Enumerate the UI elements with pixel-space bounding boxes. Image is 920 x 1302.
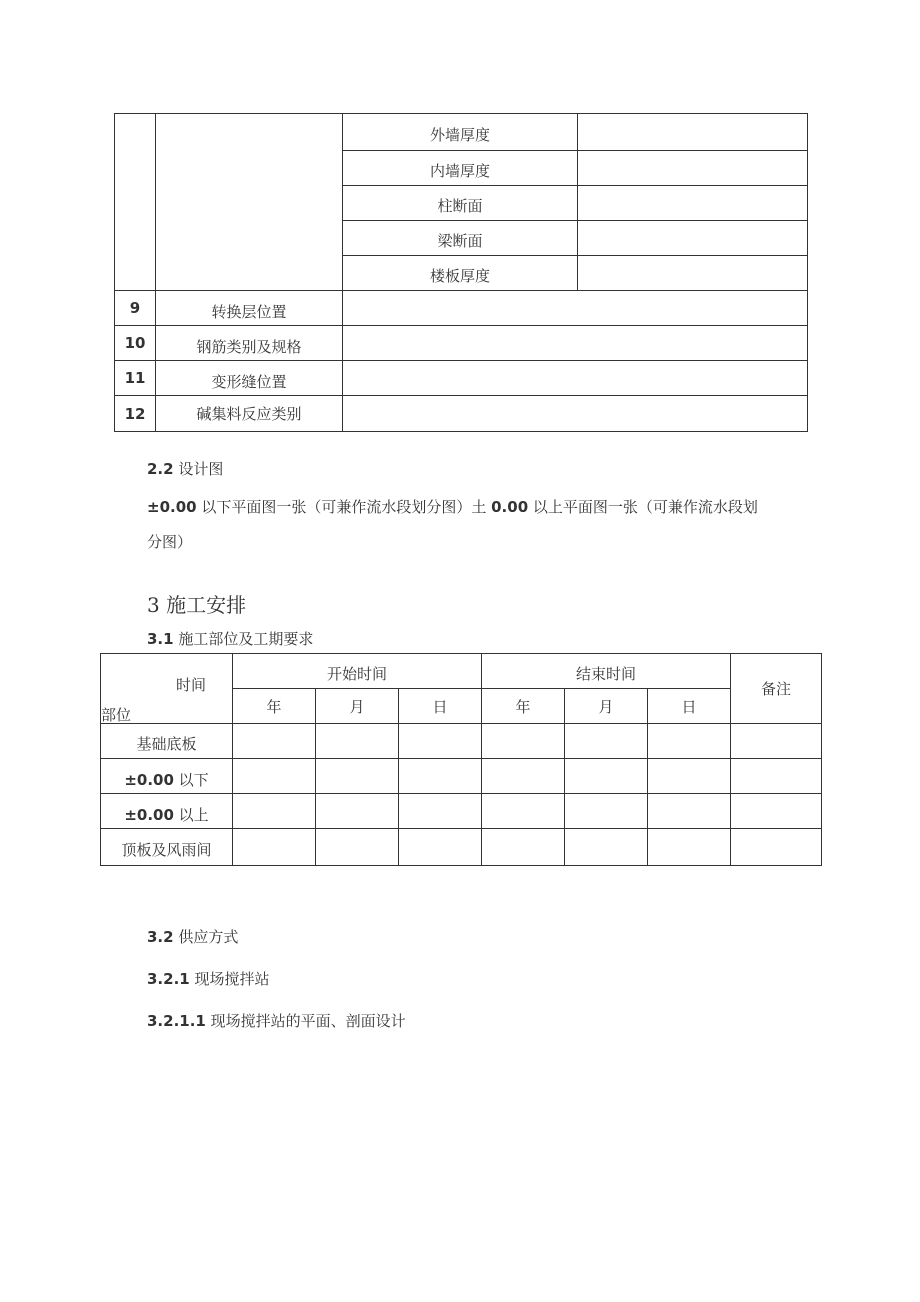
section-3-2-heading: 3.2 供应方式	[147, 928, 239, 946]
start-time-header: 开始时间	[233, 654, 482, 689]
table-cell-empty	[482, 829, 565, 866]
table-cell-empty	[731, 794, 822, 829]
table-cell-empty	[316, 759, 399, 794]
table-cell-empty	[565, 829, 648, 866]
row-number: 11	[115, 361, 156, 396]
row-label: 转换层位置	[156, 291, 343, 326]
day-header: 日	[399, 689, 482, 724]
section-2-2-body-line1: ±0.00 以下平面图一张（可兼作流水段划分图）土 0.00 以上平面图一张（可兼作流水段划	[147, 498, 758, 516]
end-time-header: 结束时间	[482, 654, 731, 689]
sub-row-value	[578, 186, 808, 221]
row-label: 钢筋类别及规格	[156, 326, 343, 361]
sub-row-value	[578, 114, 808, 151]
table-cell-empty	[316, 829, 399, 866]
table-cell-empty	[399, 759, 482, 794]
row-number: 9	[115, 291, 156, 326]
table-cell-empty	[233, 829, 316, 866]
structure-parameters-table	[114, 113, 808, 432]
table-cell-empty	[648, 794, 731, 829]
section-3-1-heading: 3.1 施工部位及工期要求	[147, 630, 314, 648]
table-cell-empty	[648, 724, 731, 759]
table-cell-empty	[316, 724, 399, 759]
section-3-heading: 3 施工安排	[147, 593, 247, 617]
schedule-table	[100, 653, 822, 866]
table-cell-empty	[482, 759, 565, 794]
sub-row-label: 楼板厚度	[343, 256, 578, 291]
table-cell-empty	[482, 724, 565, 759]
table-cell-empty	[565, 759, 648, 794]
table-cell-empty	[115, 114, 156, 291]
section-2-2-body-line2: 分图）	[147, 533, 193, 551]
table-cell-empty	[731, 829, 822, 866]
remark-header: 备注	[731, 654, 822, 724]
table-cell-empty	[399, 794, 482, 829]
sub-row-value	[578, 256, 808, 291]
table-cell-empty	[156, 114, 343, 291]
row-number: 12	[115, 396, 156, 432]
row-value	[343, 396, 808, 432]
header-part-label: 部位	[101, 706, 132, 724]
sub-row-label: 柱断面	[343, 186, 578, 221]
row-value	[343, 361, 808, 396]
sub-row-label: 内墙厚度	[343, 151, 578, 186]
table-cell-empty	[233, 794, 316, 829]
part-label: 顶板及风雨间	[101, 829, 233, 866]
month-header: 月	[316, 689, 399, 724]
sub-row-value	[578, 221, 808, 256]
row-label: 碱集料反应类别	[156, 396, 343, 432]
table-cell-empty	[399, 829, 482, 866]
row-label: 变形缝位置	[156, 361, 343, 396]
table-cell-empty	[648, 829, 731, 866]
row-number: 10	[115, 326, 156, 361]
row-value	[343, 326, 808, 361]
section-3-2-1-1-heading: 3.2.1.1 现场搅拌站的平面、剖面设计	[147, 1012, 406, 1030]
table-cell-empty	[233, 759, 316, 794]
diagonal-header-cell	[101, 654, 233, 724]
part-label: ±0.00 以上	[101, 794, 233, 829]
sub-row-label: 梁断面	[343, 221, 578, 256]
table-cell-empty	[648, 759, 731, 794]
day-header: 日	[648, 689, 731, 724]
table-cell-empty	[731, 759, 822, 794]
table-cell-empty	[233, 724, 316, 759]
section-3-2-1-heading: 3.2.1 现场搅拌站	[147, 970, 270, 988]
year-header: 年	[233, 689, 316, 724]
header-time-label: 时间	[176, 676, 207, 694]
table-cell-empty	[399, 724, 482, 759]
table-cell-empty	[316, 794, 399, 829]
month-header: 月	[565, 689, 648, 724]
table-cell-empty	[482, 794, 565, 829]
sub-row-label: 外墙厚度	[343, 114, 578, 151]
part-label: ±0.00 以下	[101, 759, 233, 794]
year-header: 年	[482, 689, 565, 724]
table-cell-empty	[565, 794, 648, 829]
sub-row-value	[578, 151, 808, 186]
table-cell-empty	[565, 724, 648, 759]
row-value	[343, 291, 808, 326]
part-label: 基础底板	[101, 724, 233, 759]
table-cell-empty	[731, 724, 822, 759]
section-2-2-heading: 2.2 设计图	[147, 460, 224, 478]
